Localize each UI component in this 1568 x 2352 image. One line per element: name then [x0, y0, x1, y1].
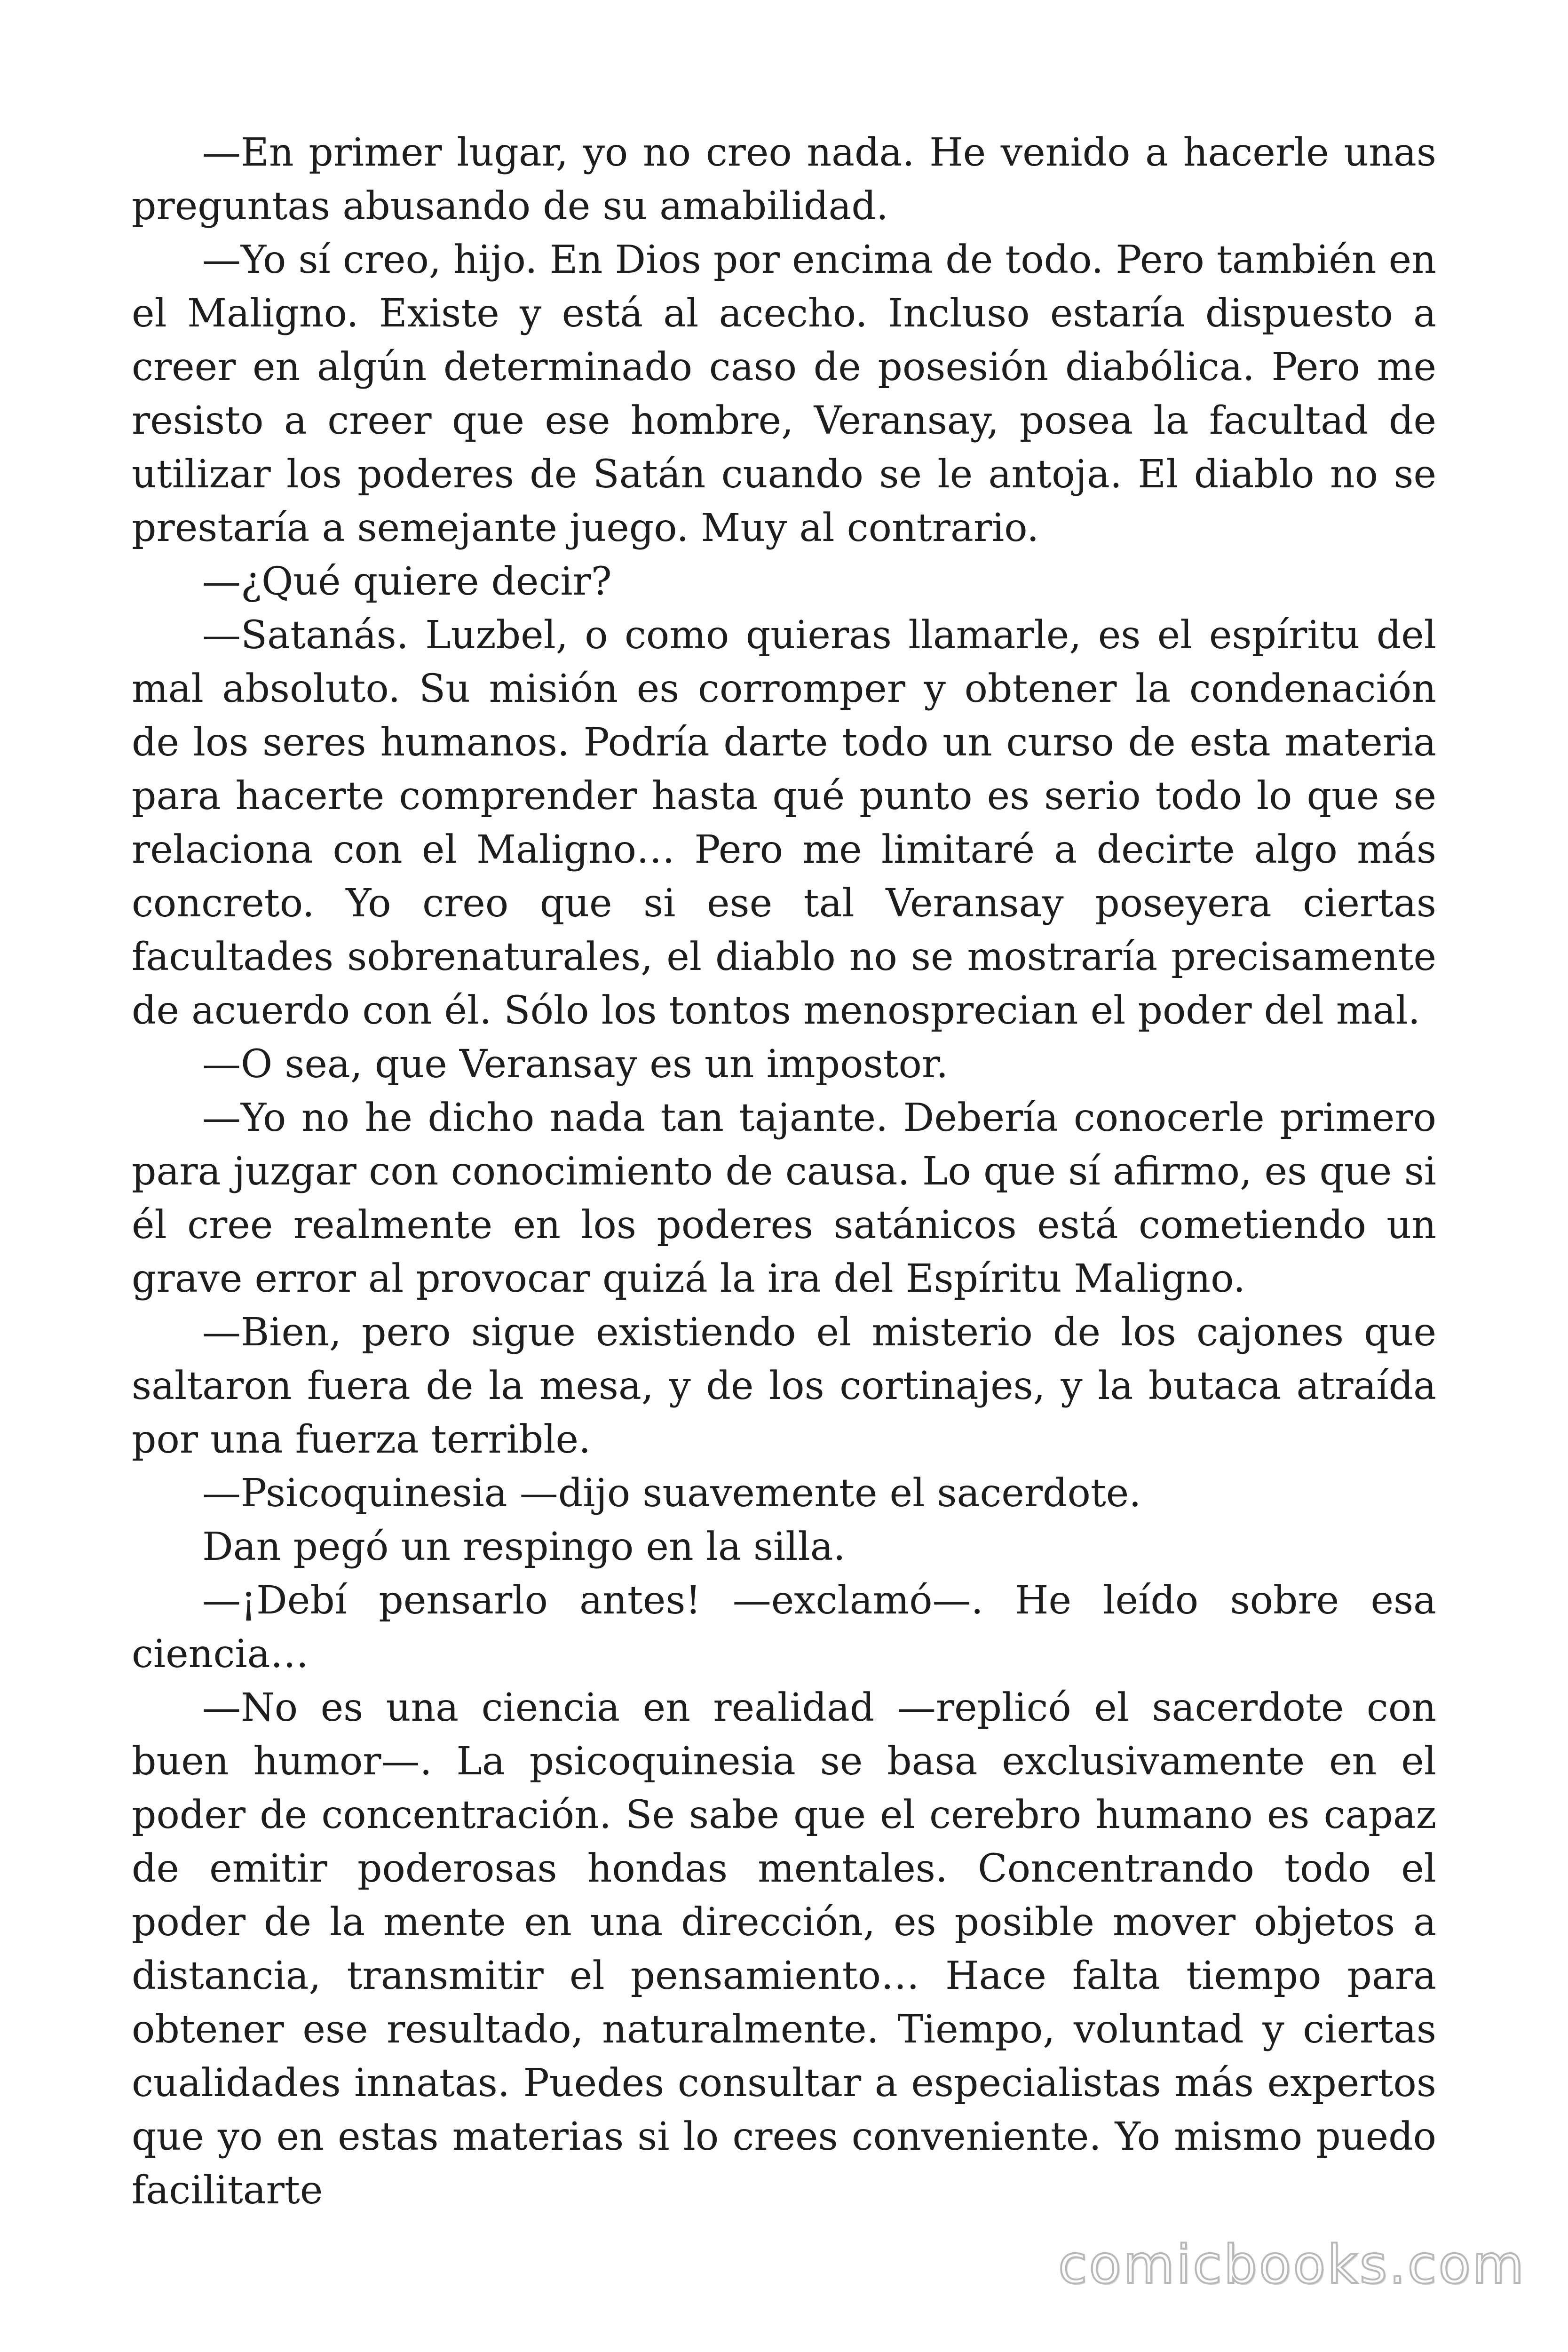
paragraph: —En primer lugar, yo no creo nada. He venido a hacerle unas preguntas abusando de su amabilidad.	[132, 130, 1436, 229]
paragraph: —Yo no he dicho nada tan tajante. Debería conocerle primero para juzgar con conocimiento de causa. Lo que sí afirmo, es que si él cree realmente en los poderes satánicos está cometiendo un grave error al provocar quizá la ira del Espíritu Maligno.	[132, 1096, 1436, 1301]
paragraph: —Bien, pero sigue existiendo el misterio de los cajones que saltaron fuera de la mesa, y de los cortinajes, y la butaca atraída por una fuerza terrible.	[132, 1310, 1436, 1462]
paragraph: —Psicoquinesia —dijo suavemente el sacerdote.	[202, 1471, 1141, 1516]
book-page-body	[132, 126, 1436, 2217]
paragraph: —Satanás. Luzbel, o como quieras llamarle, es el espíritu del mal absoluto. Su misión es corromper y obtener la condenación de los seres humanos. Podría darte todo un curso de esta materia para hacerte comprender hasta qué punto es serio todo lo que se relaciona con el Maligno… Pero me limitaré a decirte algo más concreto. Yo creo que si ese tal Veransay poseyera ciertas facultades sobrenaturales, el diablo no se mostraría precisamente de acuerdo con él. Sólo los tontos menosprecian el poder del mal.	[132, 613, 1436, 1033]
watermark: comicbooks.com	[1058, 2234, 1526, 2296]
paragraph: —Yo sí creo, hijo. En Dios por encima de todo. Pero también en el Maligno. Existe y está al acecho. Incluso estaría dispuesto a creer en algún determinado caso de posesión diabólica. Pero me resisto a creer que ese hombre, Veransay, posea la facultad de utilizar los poderes de Satán cuando se le antoja. El diablo no se prestaría a semejante juego. Muy al contrario.	[132, 238, 1436, 550]
paragraph: —¡Debí pensarlo antes! —exclamó—. He leído sobre esa ciencia…	[132, 1578, 1436, 1677]
paragraph: Dan pegó un respingo en la silla.	[202, 1525, 846, 1569]
paragraph: —¿Qué quiere decir?	[202, 559, 612, 604]
paragraph: —O sea, que Veransay es un impostor.	[202, 1042, 949, 1087]
paragraph: —No es una ciencia en realidad —replicó el sacerdote con buen humor—. La psicoquinesia se basa exclusivamente en el poder de concentración. Se sabe que el cerebro humano es capaz de emitir poderosas hondas mentales. Concentrando todo el poder de la mente en una dirección, es posible mover objetos a distancia, transmitir el pensamiento… Hace falta tiempo para obtener ese resultado, naturalmente. Tiempo, voluntad y ciertas cualidades innatas. Puedes consultar a especialistas más expertos que yo en estas materias si lo crees conveniente. Yo mismo puedo facilitarte	[132, 1685, 1436, 2213]
